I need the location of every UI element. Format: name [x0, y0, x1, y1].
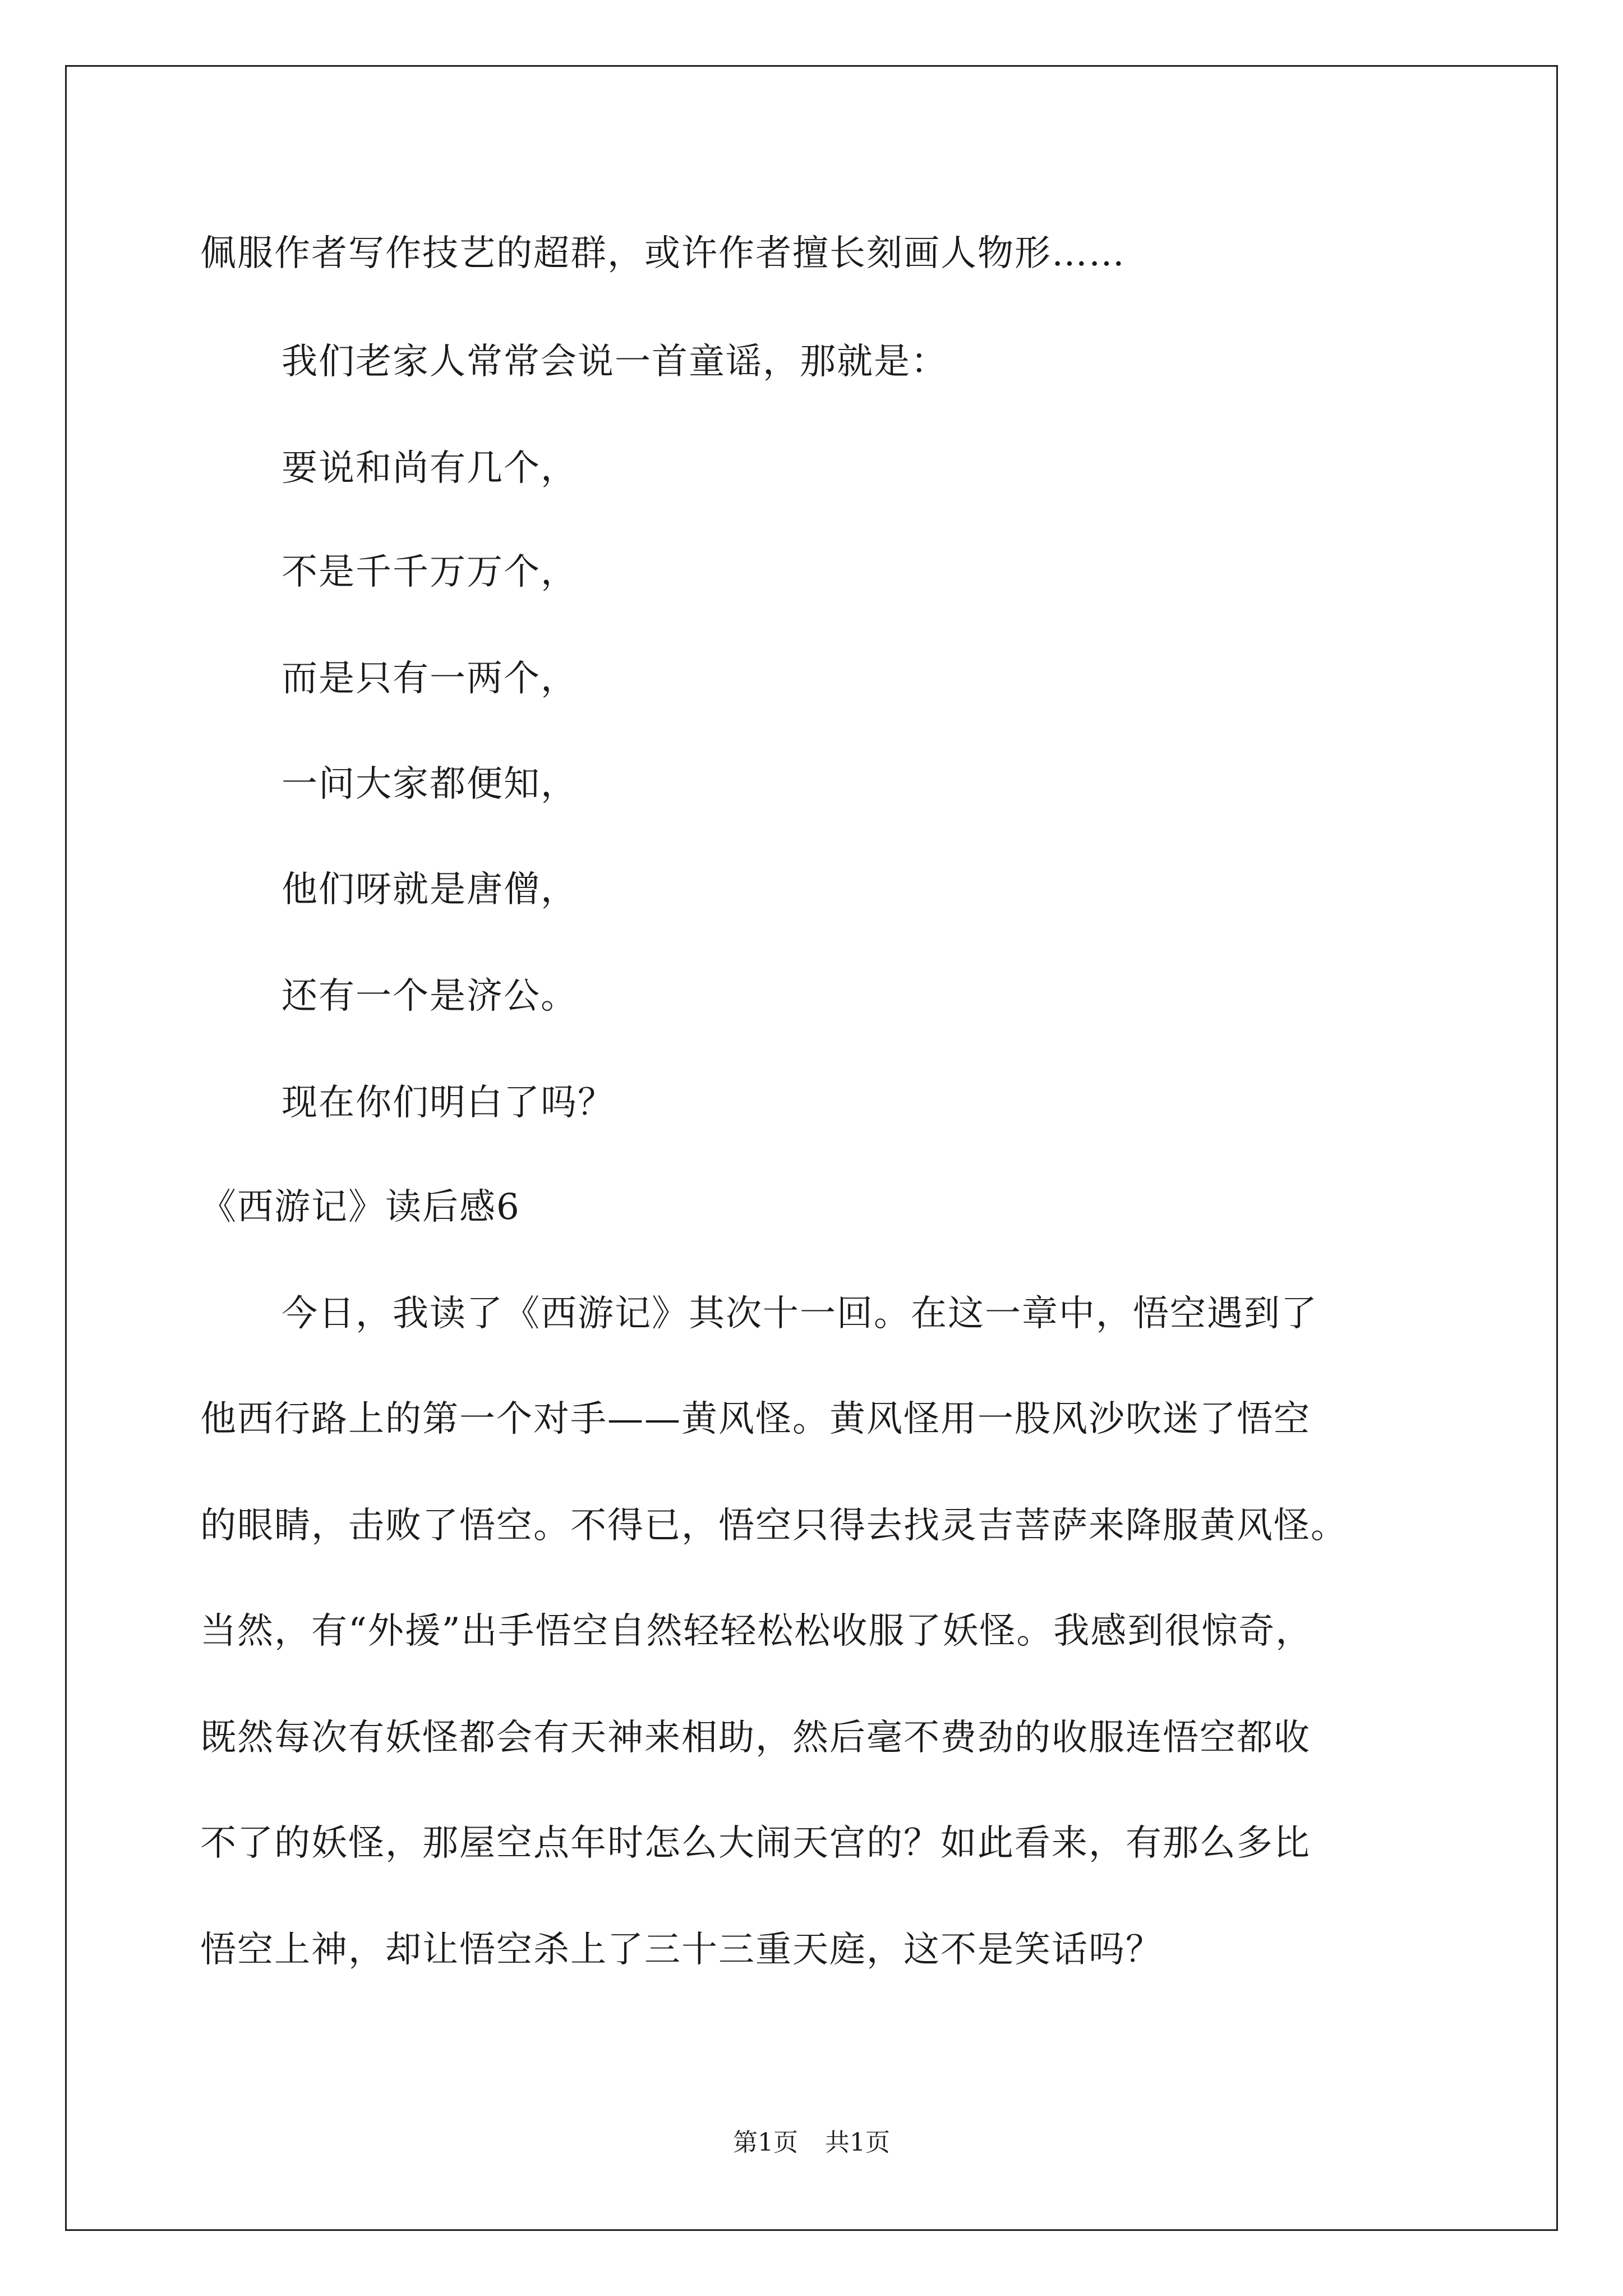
text-line-intro: 我们老家人常常会说一首童谣，那就是： [282, 341, 948, 383]
rhyme-line: 他们呀就是唐僧， [282, 869, 578, 910]
paragraph-line: 既然每次有妖怪都会有天神来相助，然后毫不费劲的收服连悟空都收 [200, 1717, 1311, 1759]
section-heading: 《西游记》读后感6 [200, 1186, 520, 1228]
rhyme-line: 不是千千万万个， [282, 551, 578, 593]
page-border [65, 65, 1558, 2231]
paragraph-line: 的眼睛，击败了悟空。不得已，悟空只得去找灵吉菩萨来降服黄风怪。 [200, 1505, 1348, 1547]
paragraph-line: 他西行路上的第一个对手——黄风怪。黄风怪用一股风沙吹迷了悟空 [200, 1398, 1311, 1440]
page-number-current: 第1页 [733, 2128, 798, 2157]
paragraph-line: 悟空上神，却让悟空杀上了三十三重天庭，这不是笑话吗？ [200, 1929, 1163, 1971]
rhyme-line: 一问大家都便知， [282, 763, 578, 805]
paragraph-line: 不了的妖怪，那屋空点年时怎么大闹天宫的？如此看来，有那么多比 [200, 1823, 1311, 1864]
rhyme-line: 要说和尚有几个， [282, 448, 578, 489]
paragraph-line: 当然，有“外援”出手悟空自然轻轻松松收服了妖怪。我感到很惊奇， [200, 1611, 1313, 1652]
paragraph-line: 今日，我读了《西游记》其次十一回。在这一章中，悟空遇到了 [282, 1293, 1318, 1335]
text-line-question: 现在你们明白了吗？ [282, 1082, 615, 1124]
page-footer [0, 2127, 1623, 2159]
rhyme-line: 还有一个是济公。 [282, 976, 578, 1017]
page-number-total: 共1页 [825, 2128, 890, 2157]
rhyme-line: 而是只有一两个， [282, 658, 578, 700]
text-line-continuation: 佩服作者写作技艺的超群，或许作者擅长刻画人物形…… [200, 233, 1126, 274]
